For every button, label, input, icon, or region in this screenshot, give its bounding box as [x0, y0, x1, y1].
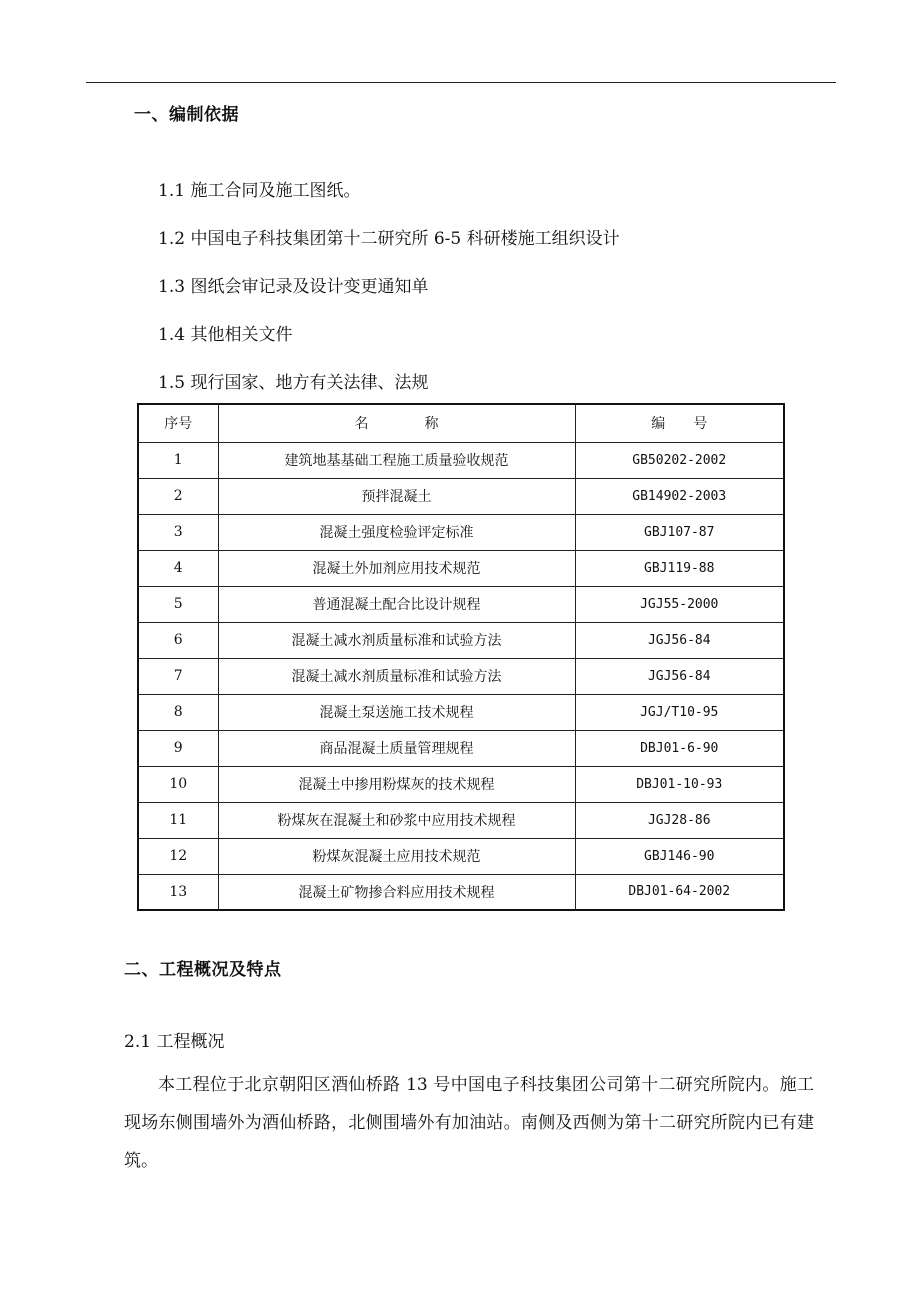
- standards-table: [137, 403, 785, 911]
- cell-code: GB50202-2002: [575, 442, 784, 478]
- table-row: [138, 874, 784, 910]
- cell-code: JGJ56-84: [575, 622, 784, 658]
- cell-code: DBJ01-64-2002: [575, 874, 784, 910]
- cell-seq: 12: [138, 838, 218, 874]
- header-rule: [86, 82, 836, 83]
- basis-item-1: 1.1 施工合同及施工图纸。: [158, 181, 361, 201]
- cell-name: 混凝土泵送施工技术规程: [218, 694, 575, 730]
- cell-seq: 6: [138, 622, 218, 658]
- overview-paragraph: 本工程位于北京朝阳区酒仙桥路 13 号中国电子科技集团公司第十二研究所院内。施工现场东侧围墙外为酒仙桥路，北侧围墙外有加油站。南侧及西侧为第十二研究所院内已有建筑。: [124, 1075, 814, 1171]
- cell-name: 粉煤灰混凝土应用技术规范: [218, 838, 575, 874]
- basis-item-5: 1.5 现行国家、地方有关法律、法规: [158, 373, 429, 393]
- basis-item-4: 1.4 其他相关文件: [158, 325, 293, 345]
- cell-code: JGJ28-86: [575, 802, 784, 838]
- cell-name: 普通混凝土配合比设计规程: [218, 586, 575, 622]
- cell-code: JGJ/T10-95: [575, 694, 784, 730]
- cell-seq: 9: [138, 730, 218, 766]
- table-row: [138, 838, 784, 874]
- cell-seq: 13: [138, 874, 218, 910]
- cell-seq: 4: [138, 550, 218, 586]
- cell-seq: 2: [138, 478, 218, 514]
- cell-name: 混凝土矿物掺合料应用技术规程: [218, 874, 575, 910]
- cell-code: GBJ119-88: [575, 550, 784, 586]
- cell-seq: 11: [138, 802, 218, 838]
- cell-code: JGJ56-84: [575, 658, 784, 694]
- table-row: [138, 694, 784, 730]
- cell-name: 混凝土外加剂应用技术规范: [218, 550, 575, 586]
- table-row: [138, 658, 784, 694]
- basis-item-2: 1.2 中国电子科技集团第十二研究所 6-5 科研楼施工组织设计: [158, 229, 620, 249]
- cell-code: DBJ01-6-90: [575, 730, 784, 766]
- cell-name: 混凝土减水剂质量标准和试验方法: [218, 622, 575, 658]
- table-row: [138, 550, 784, 586]
- subsection-heading-overview: 2.1 工程概况: [124, 1032, 225, 1052]
- cell-code: GBJ146-90: [575, 838, 784, 874]
- header-seq: 序号: [138, 404, 218, 442]
- cell-seq: 10: [138, 766, 218, 802]
- cell-name: 粉煤灰在混凝土和砂浆中应用技术规程: [218, 802, 575, 838]
- cell-name: 商品混凝土质量管理规程: [218, 730, 575, 766]
- table-row: [138, 802, 784, 838]
- table-row: [138, 514, 784, 550]
- table-row: [138, 442, 784, 478]
- cell-code: DBJ01-10-93: [575, 766, 784, 802]
- table-row: [138, 622, 784, 658]
- cell-code: JGJ55-2000: [575, 586, 784, 622]
- cell-code: GBJ107-87: [575, 514, 784, 550]
- basis-item-3: 1.3 图纸会审记录及设计变更通知单: [158, 277, 429, 297]
- table-row: [138, 586, 784, 622]
- section-heading-basis: 一、编制依据: [134, 105, 239, 125]
- cell-seq: 1: [138, 442, 218, 478]
- cell-name: 预拌混凝土: [218, 478, 575, 514]
- cell-seq: 8: [138, 694, 218, 730]
- cell-seq: 5: [138, 586, 218, 622]
- cell-seq: 7: [138, 658, 218, 694]
- header-code: 编 号: [575, 404, 784, 442]
- header-name: 名 称: [218, 404, 575, 442]
- table-row: [138, 730, 784, 766]
- cell-name: 混凝土强度检验评定标准: [218, 514, 575, 550]
- cell-code: GB14902-2003: [575, 478, 784, 514]
- table-header-row: [138, 404, 784, 442]
- cell-name: 混凝土中掺用粉煤灰的技术规程: [218, 766, 575, 802]
- cell-name: 建筑地基基础工程施工质量验收规范: [218, 442, 575, 478]
- table-row: [138, 478, 784, 514]
- section-heading-overview: 二、工程概况及特点: [124, 960, 282, 980]
- cell-name: 混凝土减水剂质量标准和试验方法: [218, 658, 575, 694]
- table-row: [138, 766, 784, 802]
- cell-seq: 3: [138, 514, 218, 550]
